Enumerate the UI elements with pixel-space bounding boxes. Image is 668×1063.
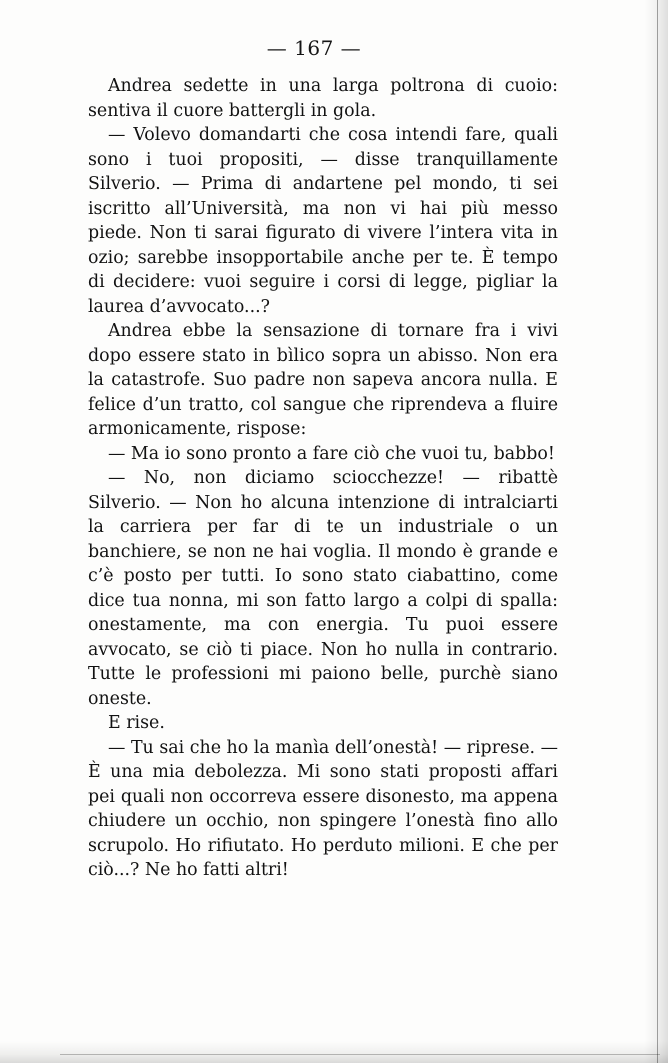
- bottom-edge-line: [60, 1054, 660, 1055]
- paragraph-4: — Ma io sono pronto a fare ciò che vuoi tu, babbo!: [108, 443, 555, 464]
- paragraph-7: — Tu sai che ho la manìa dell’onestà! — riprese. — È una mia debolezza. Mi sono stati proposti affari pei quali non occorreva essere disonesto, ma appena chiudere un occhio, non spingere l’onestà fino allo scrupolo. Ho rifiutato. Ho perduto milioni. E che per ciò...? Ne ho fatti altri!: [88, 737, 558, 880]
- paragraph-6: E rise.: [108, 713, 165, 733]
- page-number: — 167 —: [266, 36, 362, 60]
- paragraph-3: Andrea ebbe la sensazione di tornare fra i vivi dopo essere stato in bìlico sopra un abisso. Non era la catastrofe. Suo padre non sapeva ancora nulla. E felice d’un tratto, col sangue che riprendeva a fluire armonicamente, rispose:: [88, 321, 558, 439]
- page-edge-shadow: [644, 0, 668, 1063]
- bottom-edge-shadow: [0, 1041, 668, 1063]
- paragraph-1: Andrea sedette in una larga poltrona di cuoio: sentiva il cuore battergli in gola.: [88, 76, 558, 121]
- paragraph-2: — Volevo domandarti che cosa intendi fare, quali sono i tuoi propositi, — disse tranquillamente Silverio. — Prima di andartene pel mondo, ti sei iscritto all’Università, ma non vi hai più messo piede. Non ti sarai figurato di vivere l’intera vita in ozio; sarebbe insopportabile anche per te. È tempo di decidere: vuoi seguire i corsi di legge, pigliar la laurea d’avvocato...?: [88, 125, 558, 317]
- page-edge-line: [657, 0, 658, 1063]
- paragraph-5: — No, non diciamo sciocchezze! — ribattè Silverio. — Non ho alcuna intenzione di intralciarti la carriera per far di te un industriale o un banchiere, se non ne hai voglia. Il mondo è grande e c’è posto per tutti. Io sono stato ciabattino, come dice tua nonna, mi son fatto largo a colpi di spalla: onestamente, ma con energia. Tu puoi essere avvocato, se ciò ti piace. Non ho nulla in contrario. Tutte le professioni mi paiono belle, purchè siano oneste.: [88, 468, 558, 709]
- body-text: [88, 74, 558, 883]
